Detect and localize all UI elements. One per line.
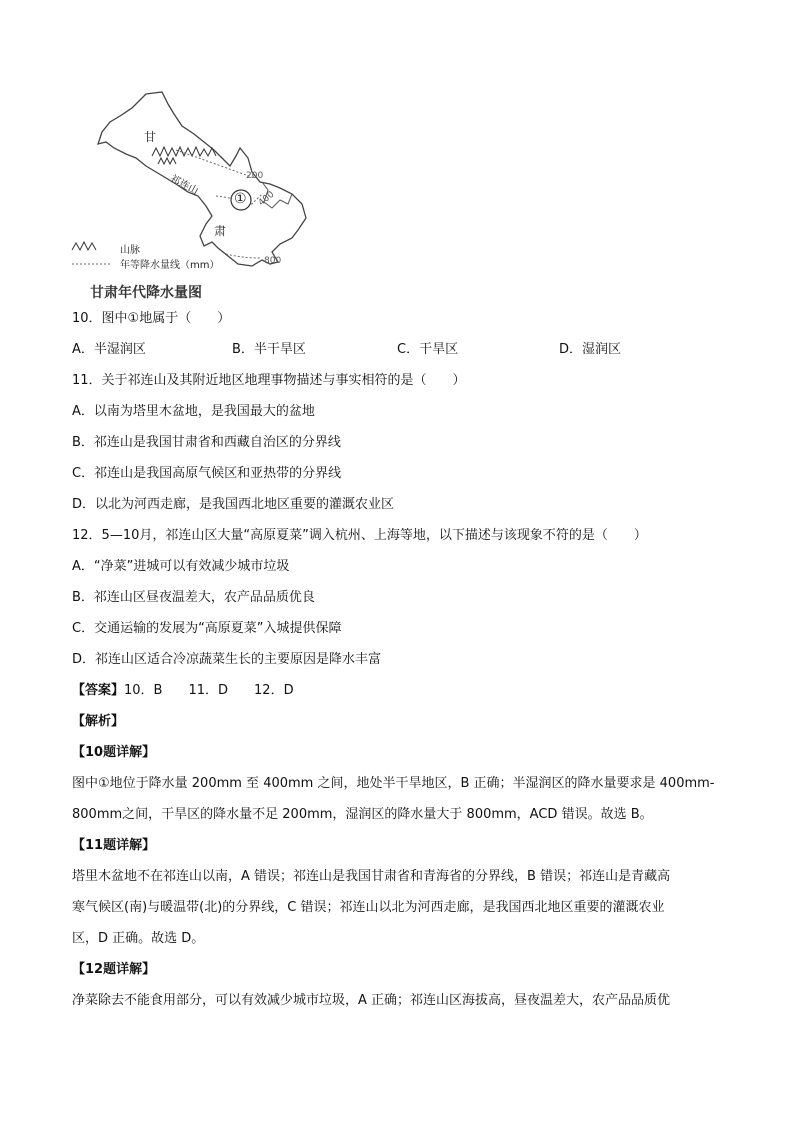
label-su: 肃: [214, 224, 227, 238]
d11-line-1: 塔里木盆地不在祁连山以南，A 错误；祁连山是我国甘肃省和青海省的分界线，B 错误；祁连山是青藏高: [72, 869, 671, 884]
answer-line: [72, 675, 722, 706]
legend-mountain-label: 山脉: [120, 245, 140, 256]
q10-stem: 10．图中①地属于（ ）: [72, 311, 231, 326]
label-gan: 甘: [144, 130, 157, 144]
q12-stem: 12．5—10月，祁连山区大量“高原夏菜”调入杭州、上海等地，以下描述与该现象不符的是（ ）: [72, 528, 647, 543]
d10-line-2: 800mm之间，干旱区的降水量不足 200mm，湿润区的降水量大于 800mm，ACD 错误。故选 B。: [72, 807, 653, 822]
q12-option-a: A．“净菜”进城可以有效减少城市垃圾: [72, 559, 290, 574]
d11-title: 【11题详解】: [72, 838, 156, 853]
q11-option-b: B．祁连山是我国甘肃省和西藏自治区的分界线: [72, 435, 341, 450]
d12-line-1: 净菜除去不能食用部分，可以有效减少城市垃圾，A 正确；祁连山区海拔高，昼夜温差大，农产品品质优: [72, 993, 671, 1008]
location-1-marker: ①: [234, 191, 247, 207]
d10-title: 【10题详解】: [72, 745, 156, 760]
q10-option-a: A．半湿润区: [72, 342, 146, 357]
mountain-range-symbol: [152, 147, 216, 164]
q12-option-c: C．交通运输的发展为“高原夏菜”入城提供保障: [72, 621, 342, 636]
answer-text: 10．B 11．D 12．D: [124, 683, 294, 698]
legend-mountain-symbol: [72, 242, 96, 250]
map-drawing: [66, 86, 316, 306]
q10-option-b: B．半干旱区: [232, 342, 306, 357]
q11-option-c: C．祁连山是我国高原气候区和亚热带的分界线: [72, 466, 342, 481]
q12-option-d: D．祁连山区适合冷凉蔬菜生长的主要原因是降水丰富: [72, 652, 382, 667]
q11-option-a: A．以南为塔里木盆地，是我国最大的盆地: [72, 404, 315, 419]
province-outline: [98, 92, 306, 266]
q10-option-c: C．干旱区: [397, 342, 459, 357]
isohyet-800: [226, 254, 260, 258]
map-caption: 甘肃年代降水量图: [90, 285, 202, 301]
isohyet-800-label: 800: [264, 256, 282, 266]
question-content: [72, 303, 722, 1016]
d11-line-3: 区，D 正确。故选 D。: [72, 931, 205, 946]
q11-stem: 11．关于祁连山及其附近地区地理事物描述与事实相符的是（ ）: [72, 373, 466, 388]
label-qilian-mountain: 祁连山: [168, 173, 200, 198]
q10-options: [72, 334, 722, 365]
gansu-precipitation-map: [66, 86, 316, 306]
d11-line-2: 寒气候区(南)与暖温带(北)的分界线，C 错误；祁连山以北为河西走廊，是我国西北地区重要的灌溉农业: [72, 900, 665, 915]
q10-option-d: D．湿润区: [559, 342, 622, 357]
answer-label: 【答案】: [72, 683, 125, 698]
q12-option-b: B．祁连山区昼夜温差大，农产品品质优良: [72, 590, 315, 605]
legend-isohyet-label: 年等降水量线（mm）: [120, 260, 220, 271]
d12-title: 【12题详解】: [72, 962, 156, 977]
d10-line-1: 图中①地位于降水量 200mm 至 400mm 之间，地处半干旱地区，B 正确；半湿润区的降水量要求是 400mm-: [72, 776, 715, 791]
q11-option-d: D．以北为河西走廊，是我国西北地区重要的灌溉农业区: [72, 497, 395, 512]
analysis-label: 【解析】: [72, 714, 125, 729]
isohyet-200-label: 200: [246, 171, 264, 181]
isohyet-400-label: 400: [256, 189, 277, 209]
